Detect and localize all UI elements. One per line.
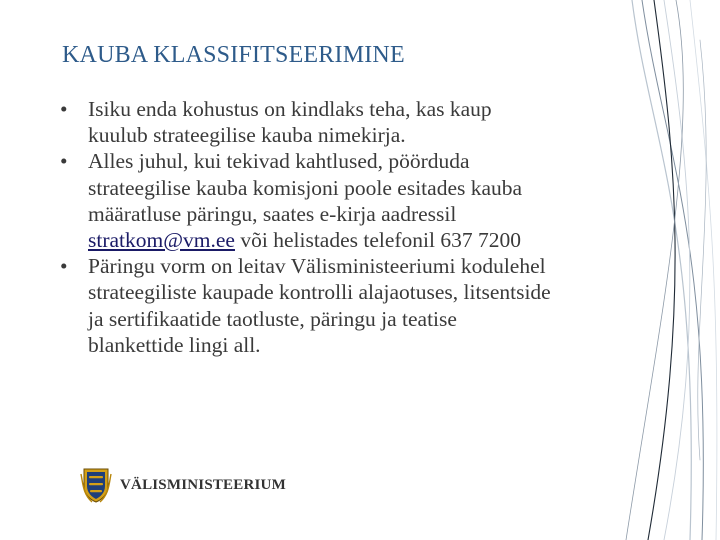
bullet-list	[60, 96, 700, 358]
bullet-text-line: Isiku enda kohustus on kindlaks teha, kas kaup	[88, 97, 492, 121]
bullet-glyph: •	[60, 97, 68, 121]
bullet-text-line-with-link	[88, 227, 700, 253]
estonian-coat-of-arms-icon	[80, 466, 112, 504]
bullet-item	[60, 148, 700, 253]
email-link[interactable]: stratkom@vm.ee	[88, 228, 235, 253]
logo-text: VÄLISMINISTEERIUM	[120, 476, 286, 493]
bullet-text-line: määratluse päringu, saates e-kirja aadressil	[88, 201, 457, 226]
bullet-glyph: •	[60, 254, 68, 279]
ministry-logo	[80, 466, 286, 504]
bullet-text-line: ja sertifikaatide taotluste, päringu ja teatise	[88, 306, 457, 331]
bullet-item	[60, 253, 700, 358]
bullet-text-line: strateegilise kauba komisjoni poole esitades kauba	[88, 175, 523, 200]
bullet-text-line: blankettide lingi all.	[88, 332, 261, 357]
bullet-glyph: •	[60, 149, 68, 174]
bullet-item	[60, 96, 700, 148]
bullet-text-line: Alles juhul, kui tekivad kahtlused, pöörduda	[88, 149, 470, 174]
bullet-text-line: Päringu vorm on leitav Välisministeeriumi kodulehel	[88, 254, 546, 279]
phone-text: või helistades telefonil 637 7200	[234, 228, 522, 253]
bullet-text-line: kuulub strateegilise kauba nimekirja.	[88, 123, 406, 148]
bullet-text-line: strateegiliste kaupade kontrolli alajaotuses, litsentside	[88, 280, 551, 305]
slide-title: KAUBA KLASSIFITSEERIMINE	[62, 42, 405, 68]
